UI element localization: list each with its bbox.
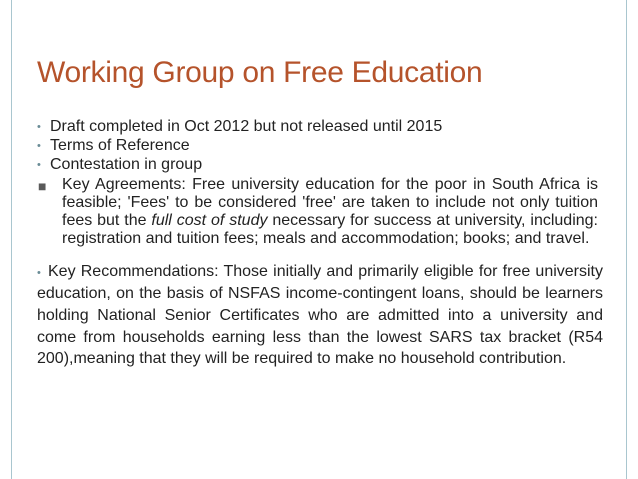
bullet-item-key-agreements xyxy=(37,176,603,248)
slide-title: Working Group on Free Education xyxy=(37,56,483,89)
bullet-dot-icon: • xyxy=(37,140,41,152)
bullet-item-terms xyxy=(37,136,603,155)
bullet-list xyxy=(37,117,603,370)
agreement-emphasis: full cost of study xyxy=(151,212,268,229)
bullet-text: Terms of Reference xyxy=(50,137,190,154)
bullet-item-key-recommendations xyxy=(37,261,603,370)
key-agreements-text xyxy=(62,176,598,248)
bullet-dot-icon: • xyxy=(37,121,41,133)
bullet-text: Contestation in group xyxy=(50,156,203,173)
square-bullet-icon: ■ xyxy=(38,178,47,194)
bullet-dot-icon: • xyxy=(37,159,41,171)
slide-frame-right-line xyxy=(626,0,627,479)
bullet-text: Draft completed in Oct 2012 but not released until 2015 xyxy=(50,118,443,135)
slide-frame-left-line xyxy=(11,0,12,479)
bullet-item-draft xyxy=(37,117,603,136)
bullet-dot-icon: • xyxy=(37,267,41,279)
agreement-text-start: Key Agreements: Free university education for the poor in South Africa is feasible; 'Fees' to be considered 'free' are taken to include not only tuition fees but the xyxy=(62,176,598,229)
bullet-item-contestation xyxy=(37,155,603,174)
agreement-text-end: necessary for success at university, including: registration and tuition fees; meals and accommodation; books; and travel. xyxy=(62,212,599,247)
key-recommendations-text: Key Recommendations: Those initially and primarily eligible for free university education, on the basis of NSFAS income-contingent loans, should be learners holding National Senior Certificates who are admitted into a university and come from households earning less than the lowest SARS tax bracket (R54 200),meaning that they will be required to make no household contribution. xyxy=(37,263,603,368)
